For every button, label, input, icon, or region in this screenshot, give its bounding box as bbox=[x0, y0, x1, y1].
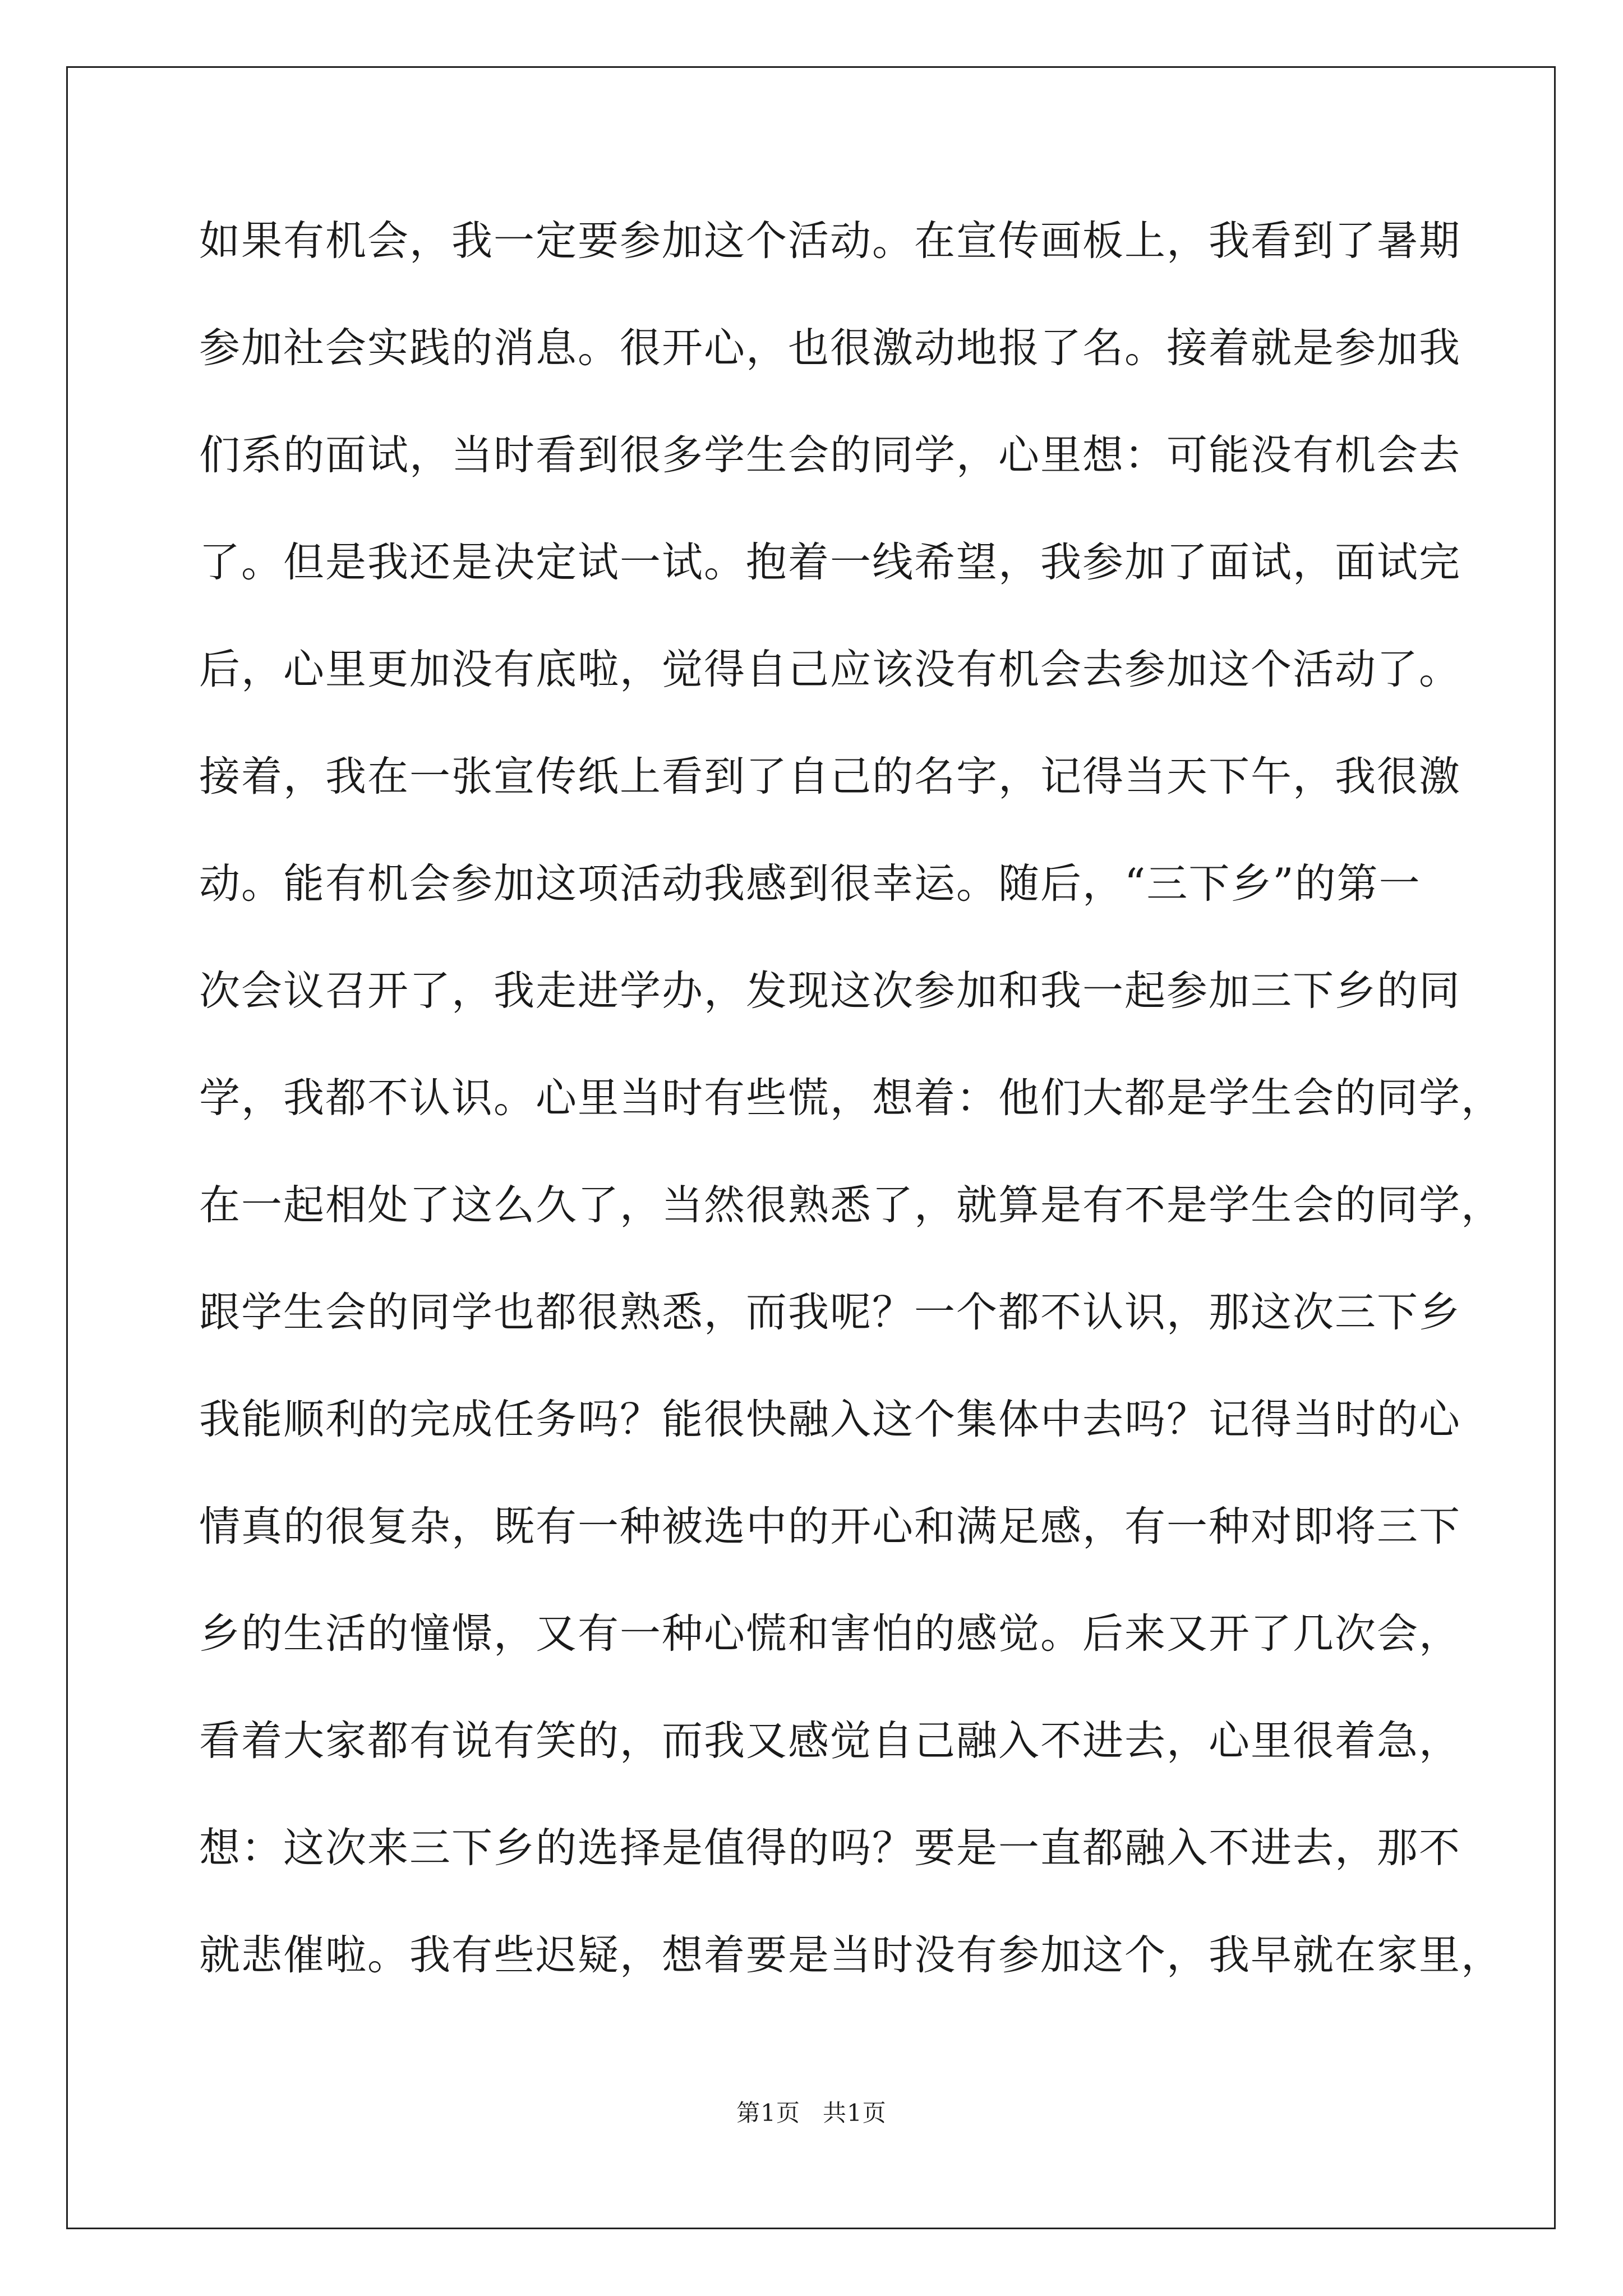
text-line: 动。能有机会参加这项活动我感到很幸运。随后，“三下乡”的第一 bbox=[199, 860, 1421, 908]
text-line: 后，心里更加没有底啦，觉得自己应该没有机会去参加这个活动了。 bbox=[199, 646, 1461, 693]
text-line: 情真的很复杂，既有一种被选中的开心和满足感，有一种对即将三下 bbox=[199, 1503, 1461, 1550]
body-text bbox=[199, 217, 1503, 2042]
text-line: 如果有机会，我一定要参加这个活动。在宣传画板上，我看到了暑期 bbox=[199, 217, 1461, 265]
text-line: 想：这次来三下乡的选择是值得的吗？要是一直都融入不进去，那不 bbox=[199, 1824, 1461, 1872]
text-line: 跟学生会的同学也都很熟悉，而我呢？一个都不认识，那这次三下乡 bbox=[199, 1289, 1461, 1336]
page-total: 共1页 bbox=[823, 2099, 887, 2127]
text-line: 看着大家都有说有笑的，而我又感觉自己融入不进去，心里很着急， bbox=[199, 1717, 1461, 1765]
text-line: 学，我都不认识。心里当时有些慌，想着：他们大都是学生会的同学， bbox=[199, 1074, 1503, 1122]
text-line: 就悲催啦。我有些迟疑，想着要是当时没有参加这个，我早就在家里， bbox=[199, 1931, 1503, 1979]
text-line: 参加社会实践的消息。很开心，也很激动地报了名。接着就是参加我 bbox=[199, 324, 1461, 372]
page-footer bbox=[0, 2099, 1623, 2127]
text-line: 次会议召开了，我走进学办，发现这次参加和我一起参加三下乡的同 bbox=[199, 967, 1461, 1015]
text-line: 在一起相处了这么久了，当然很熟悉了，就算是有不是学生会的同学， bbox=[199, 1181, 1503, 1229]
text-line: 我能顺利的完成任务吗？能很快融入这个集体中去吗？记得当时的心 bbox=[199, 1396, 1461, 1443]
text-line: 了。但是我还是决定试一试。抱着一线希望，我参加了面试，面试完 bbox=[199, 539, 1461, 586]
text-line: 乡的生活的憧憬，又有一种心慌和害怕的感觉。后来又开了几次会， bbox=[199, 1610, 1461, 1658]
text-line: 们系的面试，当时看到很多学生会的同学，心里想：可能没有机会去 bbox=[199, 431, 1461, 479]
page-number: 第1页 bbox=[736, 2099, 800, 2127]
text-line: 接着，我在一张宣传纸上看到了自己的名字，记得当天下午，我很激 bbox=[199, 753, 1461, 800]
